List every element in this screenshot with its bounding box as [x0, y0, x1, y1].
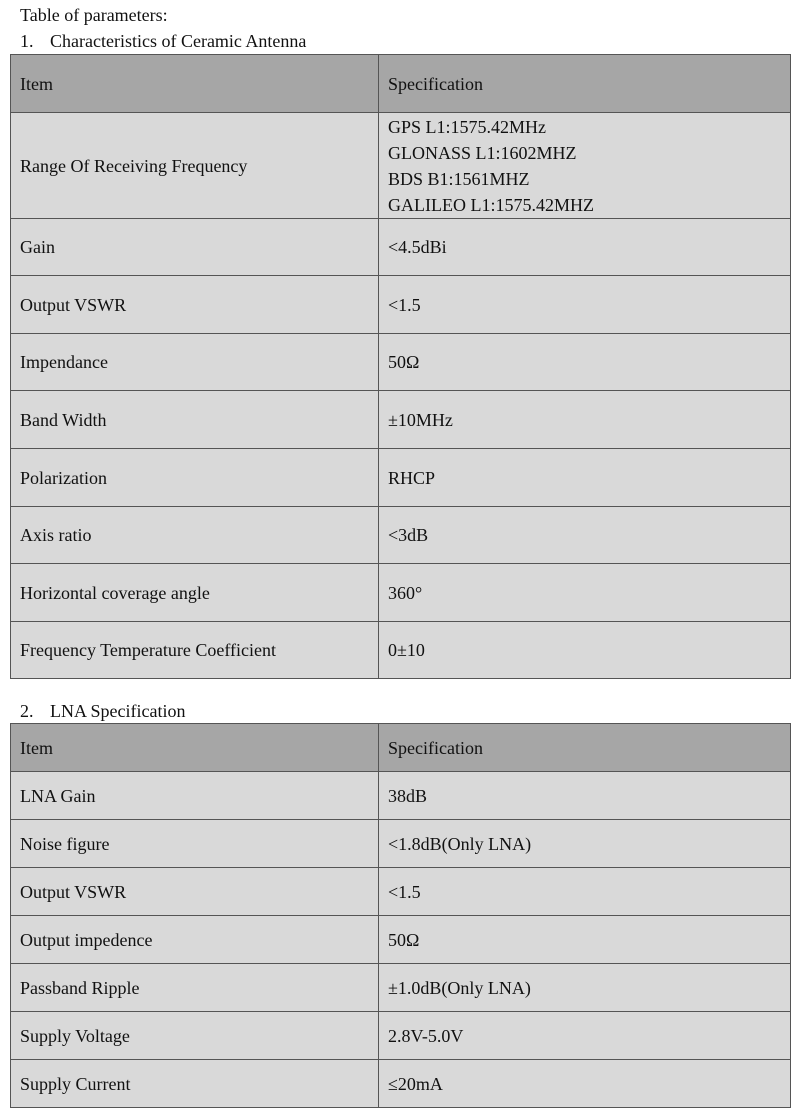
table-row — [11, 622, 791, 679]
frequency-gps: GPS L1:1575.42MHz — [388, 116, 547, 137]
row-item: Gain — [11, 219, 379, 276]
column-header-item: Item — [11, 724, 379, 772]
row-spec: <1.5 — [379, 276, 791, 334]
row-item: Passband Ripple — [11, 964, 379, 1012]
row-spec: ±1.0dB(Only LNA) — [379, 964, 791, 1012]
row-item: Polarization — [11, 449, 379, 507]
table-header-row — [11, 55, 791, 113]
column-header-item: Item — [11, 55, 379, 113]
lna-specification-table — [10, 723, 791, 1108]
table-row — [11, 113, 791, 219]
row-spec: 360° — [379, 564, 791, 622]
row-item: Output VSWR — [11, 276, 379, 334]
table-row — [11, 1060, 791, 1108]
table-row — [11, 391, 791, 449]
row-item: Supply Current — [11, 1060, 379, 1108]
table-row — [11, 507, 791, 564]
row-spec — [379, 113, 791, 219]
row-spec: 38dB — [379, 772, 791, 820]
row-spec: <4.5dBi — [379, 219, 791, 276]
row-item: Horizontal coverage angle — [11, 564, 379, 622]
frequency-glonass: GLONASS L1:1602MHZ — [388, 142, 577, 163]
table-row — [11, 219, 791, 276]
section-number: 2. — [20, 701, 34, 721]
table-row — [11, 916, 791, 964]
table-row — [11, 820, 791, 868]
row-spec: 0±10 — [379, 622, 791, 679]
table-row — [11, 334, 791, 391]
column-header-spec: Specification — [379, 724, 791, 772]
ceramic-antenna-table — [10, 54, 791, 679]
table-row — [11, 276, 791, 334]
table-row — [11, 772, 791, 820]
intro-text: Table of parameters: — [20, 5, 168, 25]
section-1-heading — [20, 30, 306, 52]
column-header-spec: Specification — [379, 55, 791, 113]
row-item: Frequency Temperature Coefficient — [11, 622, 379, 679]
table-row — [11, 868, 791, 916]
table-row — [11, 564, 791, 622]
row-spec: 50Ω — [379, 916, 791, 964]
row-item: Output impedence — [11, 916, 379, 964]
table-header-row — [11, 724, 791, 772]
section-number: 1. — [20, 31, 34, 51]
row-spec: 50Ω — [379, 334, 791, 391]
table-row — [11, 449, 791, 507]
row-spec: RHCP — [379, 449, 791, 507]
row-spec: <3dB — [379, 507, 791, 564]
row-item: LNA Gain — [11, 772, 379, 820]
section-title: LNA Specification — [50, 701, 186, 721]
frequency-bds: BDS B1:1561MHZ — [388, 168, 530, 189]
table-row — [11, 964, 791, 1012]
row-item: Band Width — [11, 391, 379, 449]
table-row — [11, 1012, 791, 1060]
frequency-galileo: GALILEO L1:1575.42MHZ — [388, 194, 594, 215]
row-item: Supply Voltage — [11, 1012, 379, 1060]
row-item: Axis ratio — [11, 507, 379, 564]
row-spec: <1.5 — [379, 868, 791, 916]
section-title: Characteristics of Ceramic Antenna — [50, 31, 307, 51]
row-item: Noise figure — [11, 820, 379, 868]
row-spec: ≤20mA — [379, 1060, 791, 1108]
row-spec: ±10MHz — [379, 391, 791, 449]
section-2-heading — [20, 700, 185, 722]
row-item: Impendance — [11, 334, 379, 391]
row-spec: 2.8V-5.0V — [379, 1012, 791, 1060]
row-item: Range Of Receiving Frequency — [11, 113, 379, 219]
row-item: Output VSWR — [11, 868, 379, 916]
row-spec: <1.8dB(Only LNA) — [379, 820, 791, 868]
